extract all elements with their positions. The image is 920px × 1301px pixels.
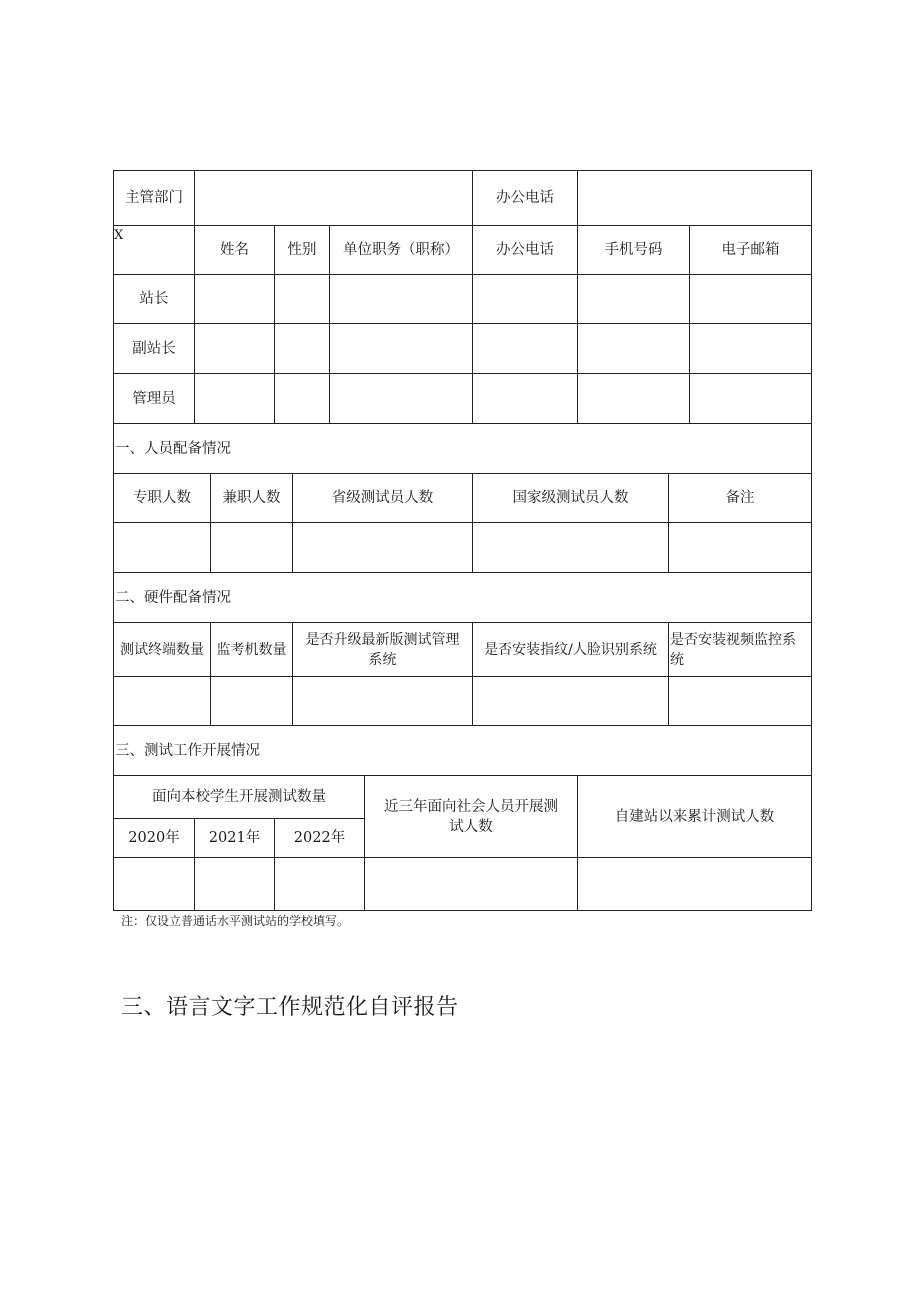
office-phone-label: 办公电话 — [496, 190, 554, 206]
testing-section-title: 三、测试工作开展情况 — [115, 742, 260, 759]
col-parttime: 兼职人数 — [222, 490, 281, 506]
office-phone-input[interactable] — [578, 171, 811, 225]
school-tests-label: 面向本校学生开展测试数量 — [152, 789, 326, 805]
table-border-right — [811, 170, 812, 911]
report-heading: 三、语言文字工作规范化自评报告 — [121, 995, 459, 1020]
col-mobile: 手机号码 — [604, 242, 663, 258]
role-deputy-head: 副站长 — [132, 340, 176, 357]
col-terminals: 测试终端数量 — [120, 641, 204, 658]
hardware-section-title: 二、硬件配备情况 — [115, 589, 231, 606]
year-2022: 2022年 — [293, 830, 346, 846]
year-2020: 2020年 — [128, 830, 180, 846]
col-office-phone: 办公电话 — [496, 242, 554, 258]
role-station-head: 站长 — [139, 291, 169, 307]
col-video-monitoring: 是否安装视频监控系统 — [670, 631, 796, 668]
col-email: 电子邮箱 — [721, 242, 780, 258]
table-rule — [113, 522, 812, 523]
col-fulltime: 专职人数 — [133, 490, 191, 506]
corner-mark: X — [114, 228, 124, 243]
table-rule — [113, 373, 812, 374]
year-2021: 2021年 — [208, 830, 261, 846]
col-gender: 性别 — [287, 242, 317, 258]
col-provincial-testers: 省级测试员人数 — [331, 490, 434, 506]
table-rule — [113, 676, 812, 677]
table-border-bottom — [113, 910, 812, 911]
col-name: 姓名 — [220, 242, 249, 258]
table-rule — [113, 323, 812, 324]
col-remarks: 备注 — [725, 490, 755, 506]
col-position: 单位职务（职称） — [343, 242, 459, 258]
dept-input[interactable] — [195, 171, 472, 225]
col-proctor-machines: 监考机数量 — [216, 641, 287, 658]
col-national-testers: 国家级测试员人数 — [512, 490, 629, 506]
dept-label: 主管部门 — [125, 190, 183, 206]
footnote: 注：仅设立普通话水平测试站的学校填写。 — [121, 914, 350, 928]
table-rule — [113, 857, 812, 858]
role-administrator: 管理员 — [132, 390, 176, 407]
personnel-section-title: 一、人员配备情况 — [115, 440, 231, 457]
social-tests-label: 近三年面向社会人员开展测试人数 — [384, 798, 558, 835]
cumulative-tests-label: 自建站以来累计测试人数 — [614, 808, 775, 825]
table-rule — [113, 274, 812, 275]
col-upgraded-system: 是否升级最新版测试管理系统 — [305, 631, 460, 668]
col-fingerprint-face: 是否安装指纹/人脸识别系统 — [484, 641, 657, 658]
